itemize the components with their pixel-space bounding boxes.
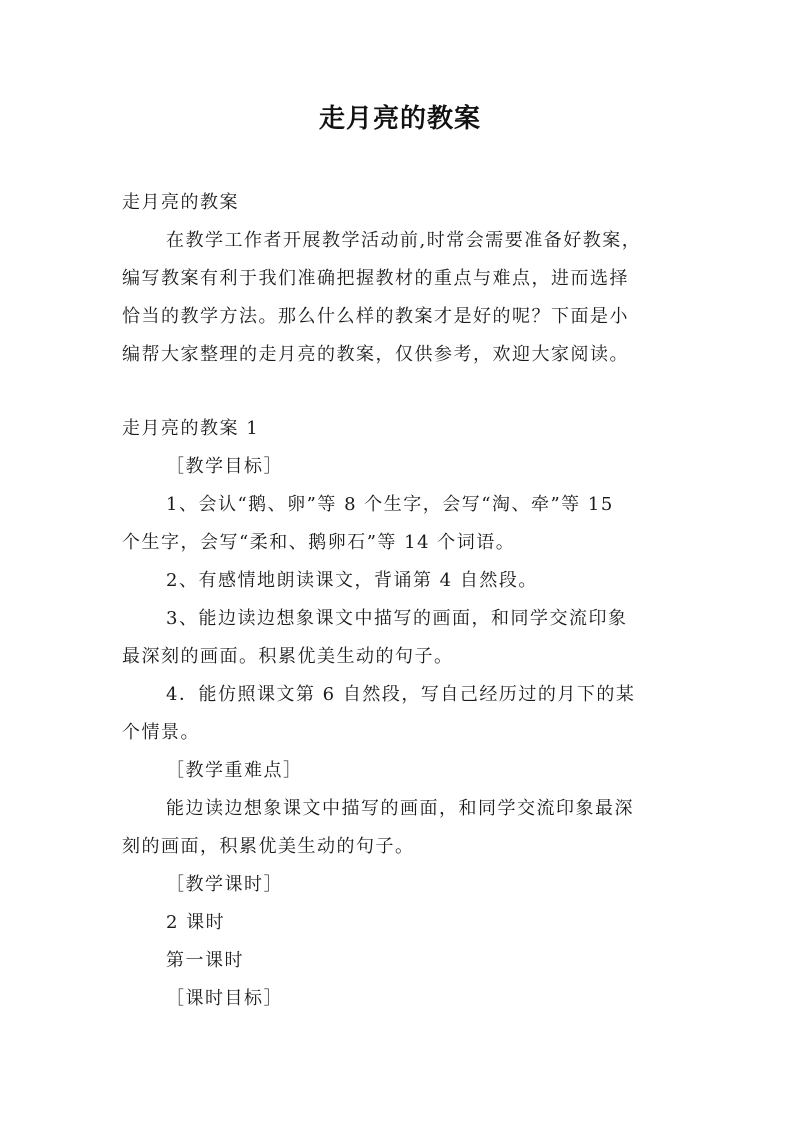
text-line: ［课时目标］ [166,988,283,1009]
text-line: 2 课时 [166,912,226,933]
document-title: 走月亮的教案 [318,104,481,134]
text-line: 个情景。 [122,722,200,743]
document-body [122,184,692,1018]
text-line: 4．能仿照课文第 6 自然段，写自己经历过的月下的某 [166,684,636,705]
text-line: ［教学目标］ [166,456,283,477]
text-line: 刻的画面，积累优美生动的句子。 [122,836,415,857]
paragraph-gap [122,374,692,410]
text-line: 第一课时 [166,950,244,971]
text-line: 个生字，会写“柔和、鹅卵石”等 14 个词语。 [122,532,516,553]
text-line: 走月亮的教案 1 [122,418,260,439]
text-line: 1、会认“鹅、卵”等 8 个生字，会写“淘、牵”等 15 [166,494,614,515]
text-line: ［教学课时］ [166,874,283,895]
text-line: 编写教案有利于我们准确把握教材的重点与难点，进而选择 [122,268,629,289]
text-line: 在教学工作者开展教学活动前,时常会需要准备好教案， [166,230,642,251]
text-line: 能边读边想象课文中描写的画面，和同学交流印象最深 [166,798,634,819]
text-line: 2、有感情地朗读课文，背诵第 4 自然段。 [166,570,538,591]
text-line: 编帮大家整理的走月亮的教案，仅供参考，欢迎大家阅读。 [122,344,629,365]
text-line: 走月亮的教案 [122,192,239,213]
text-line: ［教学重难点］ [166,760,303,781]
text-line: 恰当的教学方法。那么什么样的教案才是好的呢？下面是小 [122,306,629,327]
text-line: 3、能边读边想象课文中描写的画面，和同学交流印象 [166,608,628,629]
text-line: 最深刻的画面。积累优美生动的句子。 [122,646,454,667]
